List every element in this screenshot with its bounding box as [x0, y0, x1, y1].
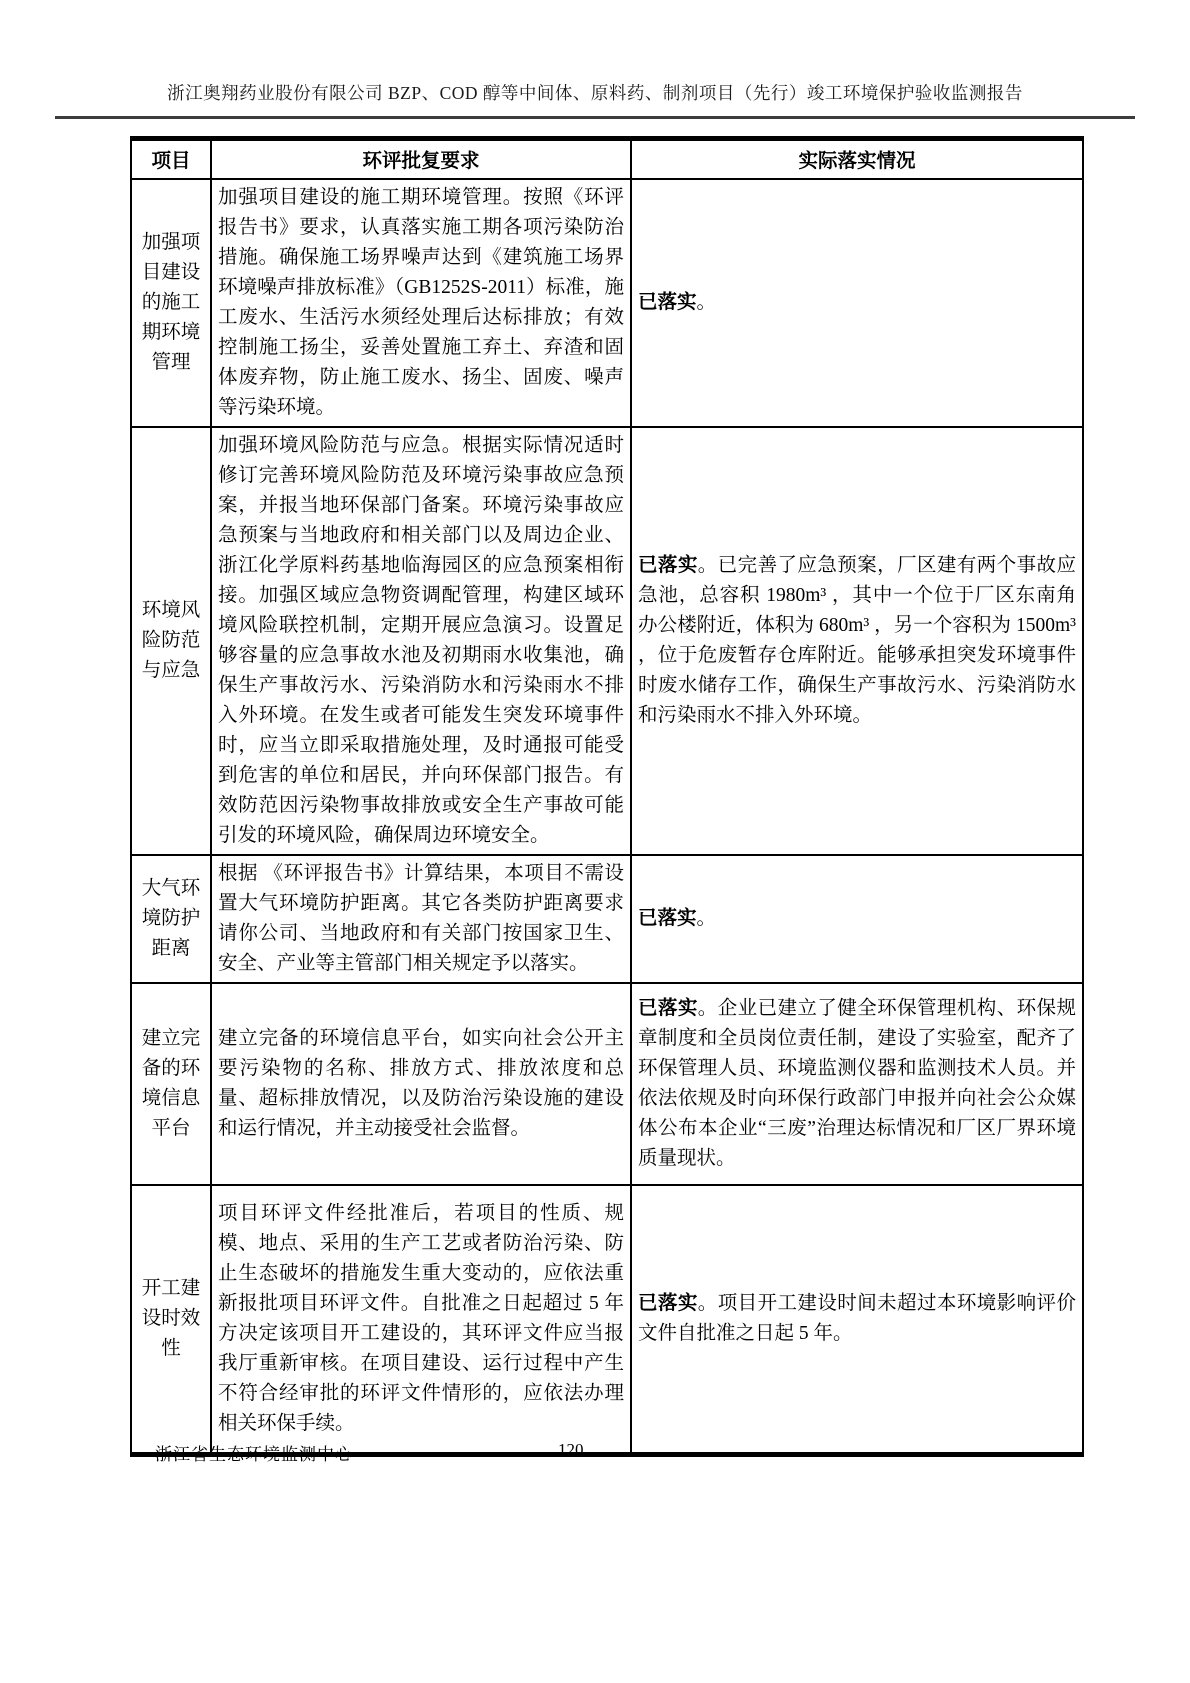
- requirement-cell: 加强项目建设的施工期环境管理。按照《环评报告书》要求，认真落实施工期各项污染防治措施。确保施工场界噪声达到《建筑施工场界环境噪声排放标准》（GB1252S-2011）标准，施工废水、生活污水须经处理后达标排放；有效控制施工扬尘，妥善处置施工弃土、弃渣和固体废弃物，防止施工废水、扬尘、固废、噪声等污染环境。: [211, 179, 631, 427]
- item-cell: 加强项目建设的施工期环境管理: [131, 179, 211, 427]
- item-cell: 建立完备的环境信息平台: [131, 983, 211, 1185]
- page-title: 浙江奥翔药业股份有限公司 BZP、COD 醇等中间体、原料药、制剂项目（先行）竣工环境保护验收监测报告: [55, 80, 1135, 119]
- table-row: [131, 427, 1083, 855]
- approval-requirements-table: [130, 136, 1084, 1457]
- status-detail: 。项目开工建设时间未超过本环境影响评价文件自批准之日起 5 年。: [638, 1292, 1076, 1344]
- status-label: 已落实: [638, 1292, 698, 1314]
- status-cell: [631, 983, 1083, 1185]
- status-detail: 。已完善了应急预案，厂区建有两个事故应急池，总容积 1980m³ ，其中一个位于厂区东南角办公楼附近，体积为 680m³ ，另一个容积为 1500m³ ，位于危废暂存仓库附近。能够承担突发环境事件时废水储存工作，确保生产事故污水、污染消防水和污染雨水不排入外环境。: [638, 554, 1076, 726]
- column-header-requirement: 环评批复要求: [211, 139, 631, 179]
- table-header-row: [131, 139, 1083, 179]
- status-cell: [631, 1185, 1083, 1455]
- status-label: 已落实: [638, 291, 697, 313]
- table-row: [131, 1185, 1083, 1455]
- item-cell: 开工建设时效性: [131, 1185, 211, 1455]
- table-row: [131, 179, 1083, 427]
- status-detail: 。: [696, 291, 717, 313]
- table-row: [131, 855, 1083, 983]
- column-header-status: 实际落实情况: [631, 139, 1083, 179]
- requirement-cell: 加强环境风险防范与应急。根据实际情况适时修订完善环境风险防范及环境污染事故应急预案，并报当地环保部门备案。环境污染事故应急预案与当地政府和相关部门以及周边企业、浙江化学原料药基地临海园区的应急预案相衔接。加强区域应急物资调配管理，构建区域环境风险联控机制，定期开展应急演习。设置足够容量的应急事故水池及初期雨水收集池，确保生产事故污水、污染消防水和污染雨水不排入外环境。在发生或者可能发生突发环境事件时，应当立即采取措施处理，及时通报可能受到危害的单位和居民，并向环保部门报告。有效防范因污染物事故排放或安全生产事故可能引发的环境风险，确保周边环境安全。: [211, 427, 631, 855]
- footer-organization: 浙江省生态环境监测中心: [155, 1445, 353, 1464]
- footer-page-number: 120: [558, 1440, 584, 1459]
- status-label: 已落实: [638, 997, 698, 1019]
- column-header-item: 项目: [131, 139, 211, 179]
- status-detail: 。企业已建立了健全环保管理机构、环保规章制度和全员岗位责任制，建设了实验室，配齐了环保管理人员、环境监测仪器和监测技术人员。并依法依规及时向环保行政部门申报并向社会公众媒体公布本企业“三废”治理达标情况和厂区厂界环境质量现状。: [638, 997, 1076, 1169]
- status-cell: [631, 427, 1083, 855]
- table-row: [131, 983, 1083, 1185]
- status-label: 已落实: [638, 554, 698, 576]
- item-cell: 大气环境防护距离: [131, 855, 211, 983]
- requirement-cell: 项目环评文件经批准后，若项目的性质、规模、地点、采用的生产工艺或者防治污染、防止生态破坏的措施发生重大变动的，应依法重新报批项目环评文件。自批准之日起超过 5 年方决定该项目开工建设的，其环评文件应当报我厅重新审核。在项目建设、运行过程中产生不符合经审批的环评文件情形的，应依法办理相关环保手续。: [211, 1185, 631, 1455]
- requirement-cell: 建立完备的环境信息平台，如实向社会公开主要污染物的名称、排放方式、排放浓度和总量、超标排放情况，以及防治污染设施的建设和运行情况，并主动接受社会监督。: [211, 983, 631, 1185]
- status-label: 已落实: [638, 907, 697, 929]
- requirement-cell: 根据 《环评报告书》计算结果，本项目不需设置大气环境防护距离。其它各类防护距离要求请你公司、当地政府和有关部门按国家卫生、安全、产业等主管部门相关规定予以落实。: [211, 855, 631, 983]
- item-cell: 环境风险防范与应急: [131, 427, 211, 855]
- status-detail: 。: [696, 907, 717, 929]
- status-cell: [631, 179, 1083, 427]
- status-cell: [631, 855, 1083, 983]
